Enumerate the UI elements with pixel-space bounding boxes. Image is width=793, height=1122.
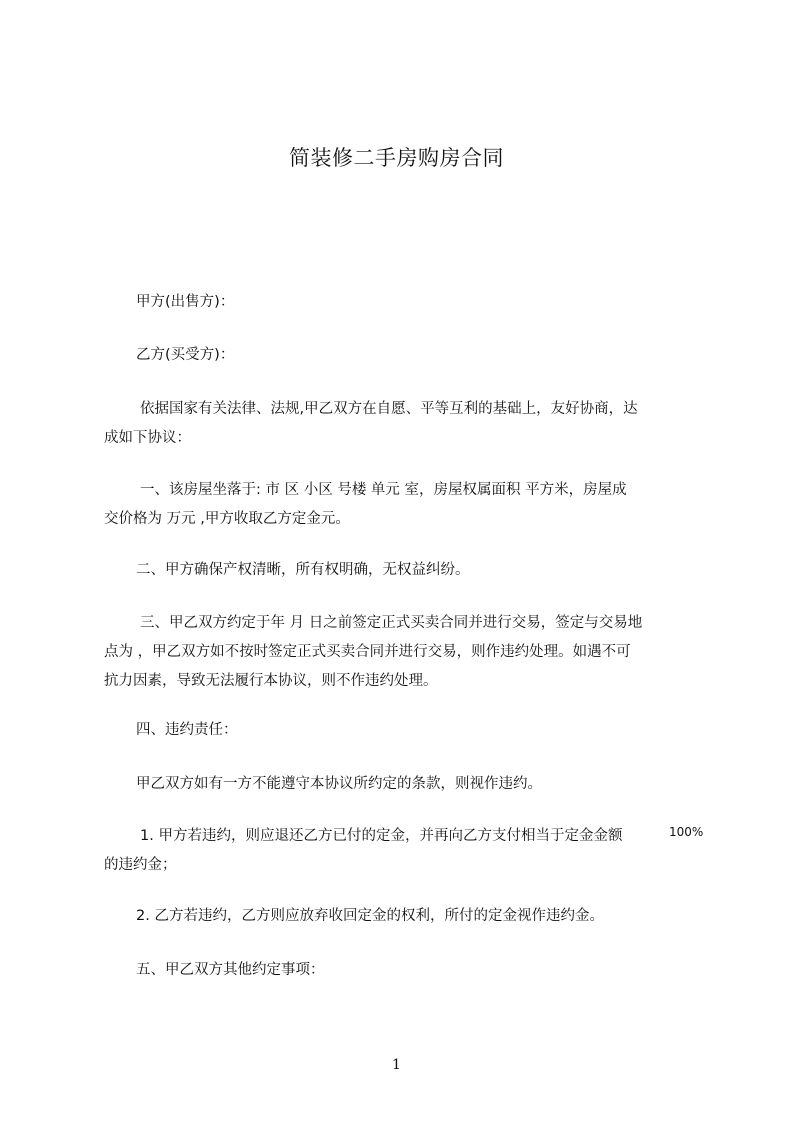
- clause-4-text: 甲乙双方如有一方不能遵守本协议所约定的条款，则视作违约。: [136, 776, 542, 792]
- clause-3-line-1: 三、甲乙双方约定于年 月 日之前签定正式买卖合同并进行交易，签定与交易地: [140, 615, 643, 631]
- clause-4-item-2: 2. 乙方若违约，乙方则应放弃收回定金的权利，所付的定金视作违约金。: [136, 908, 604, 924]
- clause-1-line-1: 一、该房屋坐落于: 市 区 小区 号楼 单元 室，房屋权属面积 平方米，房屋成: [140, 482, 627, 498]
- intro-paragraph: [104, 395, 700, 453]
- clause-2-paragraph: 二、甲方确保产权清晰，所有权明确，无权益纠纷。: [136, 562, 470, 578]
- clause-3-line-3: 抗力因素，导致无法履行本协议，则不作违约处理。: [104, 673, 438, 689]
- clause-1-line-2: 交价格为 万元 ,甲方收取乙方定金元。: [104, 511, 350, 527]
- page-number: 1: [392, 1057, 401, 1073]
- party-a-line: 甲方(出售方)：: [136, 294, 235, 310]
- party-b-line: 乙方(买受方)：: [136, 347, 235, 363]
- clause-4-item-1-line-1: 1. 甲方若违约，则应退还乙方已付的定金，并再向乙方支付相当于定金金额: [140, 828, 623, 844]
- document-title: 简装修二手房购房合同: [289, 146, 504, 170]
- clause-4-item-1-line-2: 的违约金；: [104, 857, 177, 873]
- penalty-percent: 100%: [669, 825, 704, 839]
- clause-3-line-2: 点为 ，甲乙双方如不按时签定正式买卖合同并进行交易，则作违约处理。如遇不可: [104, 644, 631, 660]
- intro-line-1: 依据国家有关法律、法规,甲乙双方在自愿、平等互利的基础上，友好协商，达: [140, 401, 638, 417]
- clause-3-paragraph: [104, 609, 700, 696]
- clause-4-heading: 四、违约责任：: [136, 722, 238, 738]
- intro-line-2: 成如下协议：: [104, 430, 191, 446]
- clause-1-paragraph: [104, 476, 700, 534]
- clause-5-heading: 五、甲乙双方其他约定事项：: [136, 962, 325, 978]
- clause-4-item-1: [104, 822, 700, 880]
